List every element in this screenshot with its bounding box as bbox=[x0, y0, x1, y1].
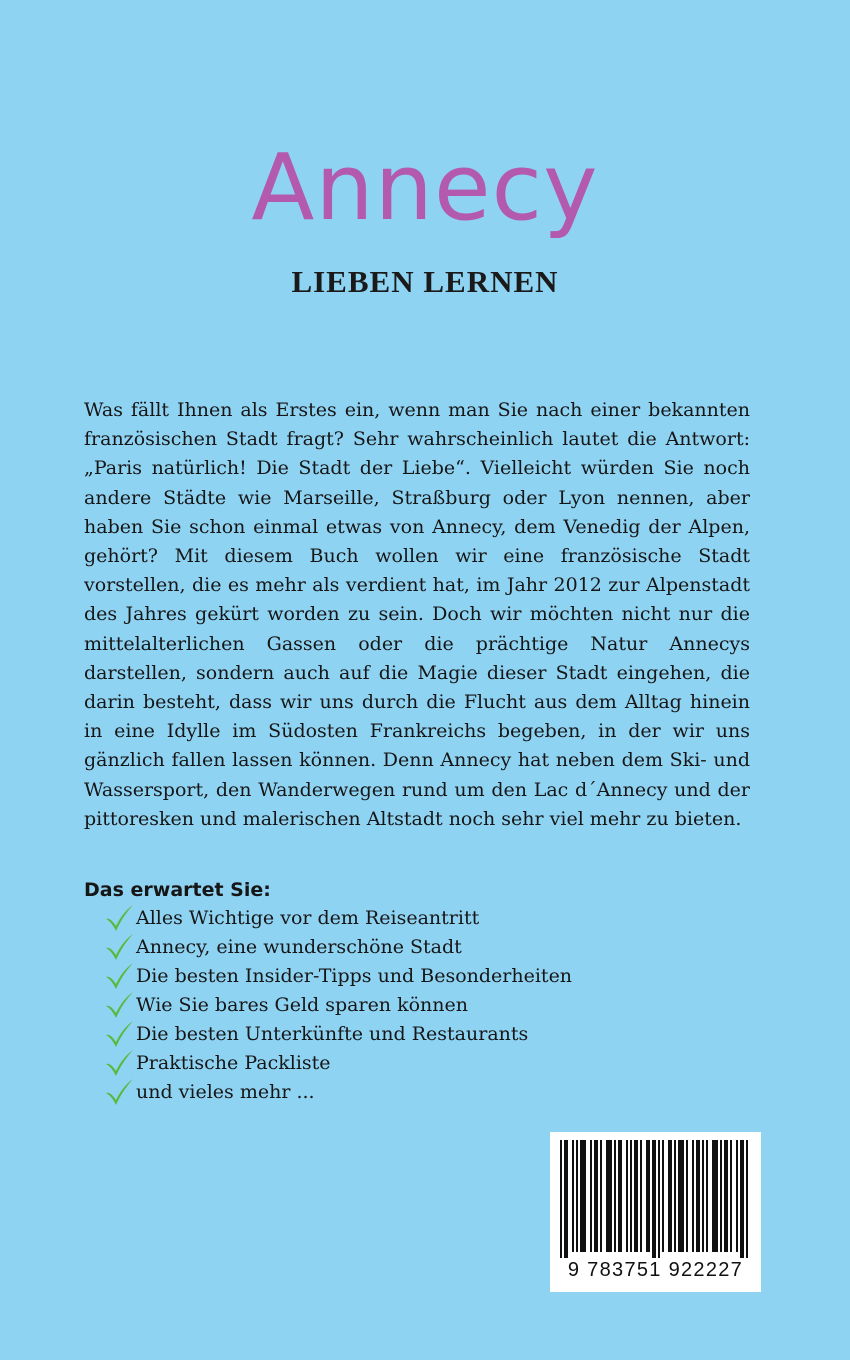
barcode-bar bbox=[686, 1140, 688, 1252]
barcode-bar bbox=[652, 1140, 654, 1258]
isbn-number: 9 783751 922227 bbox=[567, 1259, 744, 1281]
barcode-bar bbox=[634, 1140, 636, 1252]
barcode-bar bbox=[726, 1140, 728, 1252]
barcode-bar bbox=[670, 1140, 672, 1252]
barcode-bar bbox=[742, 1140, 744, 1258]
barcode-bar bbox=[716, 1140, 718, 1252]
barcode-bar bbox=[564, 1140, 566, 1258]
barcode-bar bbox=[698, 1140, 700, 1252]
feature-item-label: Die besten Unterkünfte und Restaurants bbox=[136, 1022, 529, 1045]
feature-item-label: Annecy, eine wunderschöne Stadt bbox=[136, 935, 462, 958]
barcode-bar bbox=[680, 1140, 682, 1252]
checkmark-icon bbox=[104, 1078, 134, 1106]
barcode-bar bbox=[648, 1140, 650, 1252]
feature-item-label: und vieles mehr ... bbox=[136, 1080, 315, 1103]
checkmark-icon bbox=[104, 962, 134, 990]
checkmark-icon bbox=[104, 904, 134, 932]
barcode-bar bbox=[576, 1140, 578, 1252]
book-subtitle: LIEBEN LERNEN bbox=[291, 264, 559, 299]
barcode-bar bbox=[630, 1140, 632, 1252]
barcode-bar bbox=[610, 1140, 612, 1252]
barcode-bar bbox=[712, 1140, 714, 1252]
barcode-bar bbox=[614, 1140, 616, 1252]
barcode-bar bbox=[646, 1140, 648, 1252]
barcode-icon bbox=[558, 1140, 753, 1258]
barcode-bar bbox=[618, 1140, 620, 1252]
barcode-bar bbox=[560, 1140, 562, 1258]
feature-item bbox=[104, 903, 572, 932]
barcode-bar bbox=[714, 1140, 716, 1252]
barcode-bar bbox=[640, 1140, 642, 1252]
barcode-bar bbox=[720, 1140, 722, 1252]
feature-item bbox=[104, 961, 572, 990]
barcode-bar bbox=[740, 1140, 742, 1258]
book-title: Annecy bbox=[251, 134, 599, 241]
barcode-bar bbox=[600, 1140, 602, 1252]
features-heading: Das erwartet Sie: bbox=[84, 879, 271, 901]
barcode-bar bbox=[668, 1140, 670, 1252]
barcode-bar bbox=[582, 1140, 584, 1252]
feature-item bbox=[104, 1048, 572, 1077]
barcode-bar bbox=[682, 1140, 684, 1252]
barcode-bar bbox=[608, 1140, 610, 1252]
barcode-bar bbox=[566, 1140, 568, 1258]
checkmark-icon bbox=[104, 1049, 134, 1077]
barcode-bar bbox=[606, 1140, 608, 1252]
barcode-bar bbox=[696, 1140, 698, 1252]
checkmark-icon bbox=[104, 1020, 134, 1048]
book-blurb: Was fällt Ihnen als Erstes ein, wenn man Sie nach einer bekannten französischen Stadt fragt? Sehr wahrscheinlich lautet die Antwort: „Paris natürlich! Die Stadt der Liebe“. Vielleicht würden Sie noch andere Städte wie Marseille, Straßburg oder Lyon nennen, aber haben Sie schon einmal etwas von Annecy, dem Venedig der Alpen, gehört? Mit diesem Buch wollen wir eine französische Stadt vorstellen, die es mehr als verdient hat, im Jahr 2012 zur Alpenstadt des Jahres gekürt worden zu sein. Doch wir möchten nicht nur die mittelalterlichen Gassen oder die prächtige Natur Annecys darstellen, sondern auch auf die Magie dieser Stadt eingehen, die darin besteht, dass wir uns durch die Flucht aus dem Alltag hinein in eine Idylle im Südosten Frankreichs begeben, in der wir uns gänzlich fallen lassen können. Denn Annecy hat neben dem Ski- und Wassersport, den Wanderwegen rund um den Lac d´Annecy und der pittoresken und malerischen Altstadt noch sehr viel mehr zu bieten. bbox=[84, 399, 750, 830]
barcode-bar bbox=[572, 1140, 574, 1252]
feature-item-label: Alles Wichtige vor dem Reiseantritt bbox=[136, 906, 480, 929]
barcode-bar bbox=[706, 1140, 708, 1252]
barcode-bar bbox=[736, 1140, 738, 1252]
barcode-bar bbox=[702, 1140, 704, 1252]
barcode-bar bbox=[746, 1140, 748, 1258]
barcode-bar bbox=[584, 1140, 586, 1252]
barcode-bar bbox=[594, 1140, 596, 1252]
feature-item-label: Die besten Insider-Tipps und Besonderheiten bbox=[136, 964, 573, 987]
barcode-bar bbox=[596, 1140, 598, 1252]
barcode-bar bbox=[662, 1140, 664, 1252]
isbn-barcode bbox=[550, 1132, 761, 1292]
feature-item-label: Praktische Packliste bbox=[136, 1051, 331, 1074]
barcode-bar bbox=[730, 1140, 732, 1252]
features-list bbox=[104, 903, 572, 1106]
barcode-bar bbox=[724, 1140, 726, 1252]
barcode-bar bbox=[590, 1140, 592, 1252]
feature-item bbox=[104, 1019, 572, 1048]
barcode-bar bbox=[678, 1140, 680, 1252]
barcode-bar bbox=[658, 1140, 660, 1258]
barcode-bar bbox=[636, 1140, 638, 1252]
feature-item bbox=[104, 990, 572, 1019]
barcode-bar bbox=[654, 1140, 656, 1258]
feature-item bbox=[104, 932, 572, 961]
barcode-bar bbox=[626, 1140, 628, 1252]
barcode-bar bbox=[620, 1140, 622, 1252]
barcode-bar bbox=[674, 1140, 676, 1252]
feature-item bbox=[104, 1077, 572, 1106]
checkmark-icon bbox=[104, 933, 134, 961]
barcode-bar bbox=[692, 1140, 694, 1252]
checkmark-icon bbox=[104, 991, 134, 1019]
feature-item-label: Wie Sie bares Geld sparen können bbox=[136, 993, 468, 1016]
barcode-bar bbox=[580, 1140, 582, 1252]
